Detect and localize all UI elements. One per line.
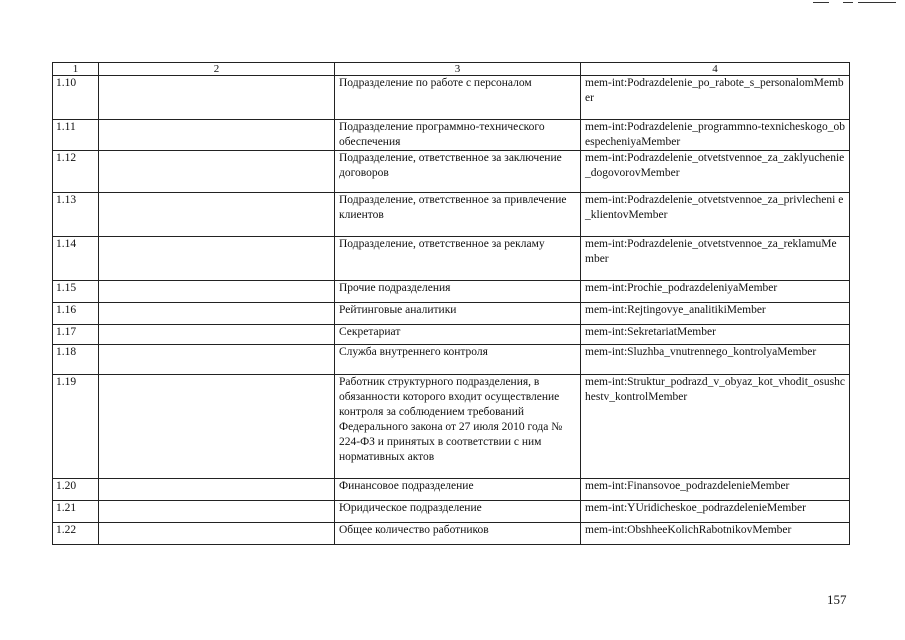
table-row [53,479,850,501]
row-column2-cell [99,345,335,375]
column-header-1: 1 [53,63,99,76]
row-column2-cell [99,325,335,345]
row-name-cell: Юридическое подразделение [335,501,581,523]
row-number-cell: 1.21 [53,501,99,523]
row-number-cell: 1.17 [53,325,99,345]
column-header-2: 2 [99,63,335,76]
row-column2-cell [99,120,335,151]
row-code-cell: mem-int:Rejtingovye_analitikiMember [581,303,850,325]
row-number-cell: 1.16 [53,303,99,325]
row-column2-cell [99,151,335,193]
row-number-cell: 1.10 [53,76,99,120]
column-header-4: 4 [581,63,850,76]
row-number-cell: 1.19 [53,375,99,479]
table-row [53,151,850,193]
row-code-cell: mem-int:ObshheeKolichRabotnikovMember [581,523,850,545]
row-column2-cell [99,523,335,545]
row-code-cell: mem-int:Podrazdelenie_po_rabote_s_personalomMember [581,76,850,120]
table-row [53,193,850,237]
table-row [53,237,850,281]
table-body [53,76,850,545]
row-number-cell: 1.18 [53,345,99,375]
row-name-cell: Прочие подразделения [335,281,581,303]
row-name-cell: Общее количество работников [335,523,581,545]
page-number: 157 [827,592,847,607]
row-number-cell: 1.14 [53,237,99,281]
row-name-cell: Подразделение, ответственное за рекламу [335,237,581,281]
row-column2-cell [99,303,335,325]
row-column2-cell [99,76,335,120]
scan-artifact-mark [843,2,853,3]
row-code-cell: mem-int:Podrazdelenie_programmno-texnicheskogo_obespecheniyaMember [581,120,850,151]
table-row [53,375,850,479]
row-name-cell: Подразделение программно-технического обеспечения [335,120,581,151]
row-code-cell: mem-int:Podrazdelenie_otvetstvennoe_za_reklamuMember [581,237,850,281]
table-row [53,120,850,151]
row-column2-cell [99,501,335,523]
row-column2-cell [99,237,335,281]
row-code-cell: mem-int:Sluzhba_vnutrennego_kontrolyaMember [581,345,850,375]
row-name-cell: Финансовое подразделение [335,479,581,501]
row-number-cell: 1.12 [53,151,99,193]
row-column2-cell [99,281,335,303]
row-column2-cell [99,193,335,237]
row-name-cell: Подразделение, ответственное за заключение договоров [335,151,581,193]
members-table [52,62,850,545]
row-code-cell: mem-int:SekretariatMember [581,325,850,345]
row-number-cell: 1.15 [53,281,99,303]
row-name-cell: Рейтинговые аналитики [335,303,581,325]
table-row [53,501,850,523]
table-row [53,325,850,345]
row-name-cell: Подразделение по работе с персоналом [335,76,581,120]
scan-artifact-mark [813,2,829,3]
table-row [53,76,850,120]
table-header-row [53,63,850,76]
table-row [53,281,850,303]
row-code-cell: mem-int:Prochie_podrazdeleniyaMember [581,281,850,303]
row-name-cell: Секретариат [335,325,581,345]
table-row [53,345,850,375]
column-header-3: 3 [335,63,581,76]
row-name-cell: Служба внутреннего контроля [335,345,581,375]
scan-artifact-mark [858,2,896,3]
row-column2-cell [99,479,335,501]
row-code-cell: mem-int:Finansovoe_podrazdelenieMember [581,479,850,501]
row-code-cell: mem-int:Struktur_podrazd_v_obyaz_kot_vhodit_osushchestv_kontrolMember [581,375,850,479]
table-row [53,303,850,325]
row-code-cell: mem-int:YUridicheskoe_podrazdelenieMember [581,501,850,523]
row-code-cell: mem-int:Podrazdelenie_otvetstvennoe_za_privlecheni e_klientovMember [581,193,850,237]
row-number-cell: 1.20 [53,479,99,501]
row-number-cell: 1.13 [53,193,99,237]
row-number-cell: 1.11 [53,120,99,151]
row-name-cell: Работник структурного подразделения, в обязанности которого входит осуществление контроля за соблюдением требований Федерального закона от 27 июля 2010 года № 224-ФЗ и принятых в соответствии с ним нормативных актов [335,375,581,479]
row-name-cell: Подразделение, ответственное за привлечение клиентов [335,193,581,237]
row-number-cell: 1.22 [53,523,99,545]
table-row [53,523,850,545]
row-column2-cell [99,375,335,479]
row-code-cell: mem-int:Podrazdelenie_otvetstvennoe_za_zaklyuchenie_dogovorovMember [581,151,850,193]
